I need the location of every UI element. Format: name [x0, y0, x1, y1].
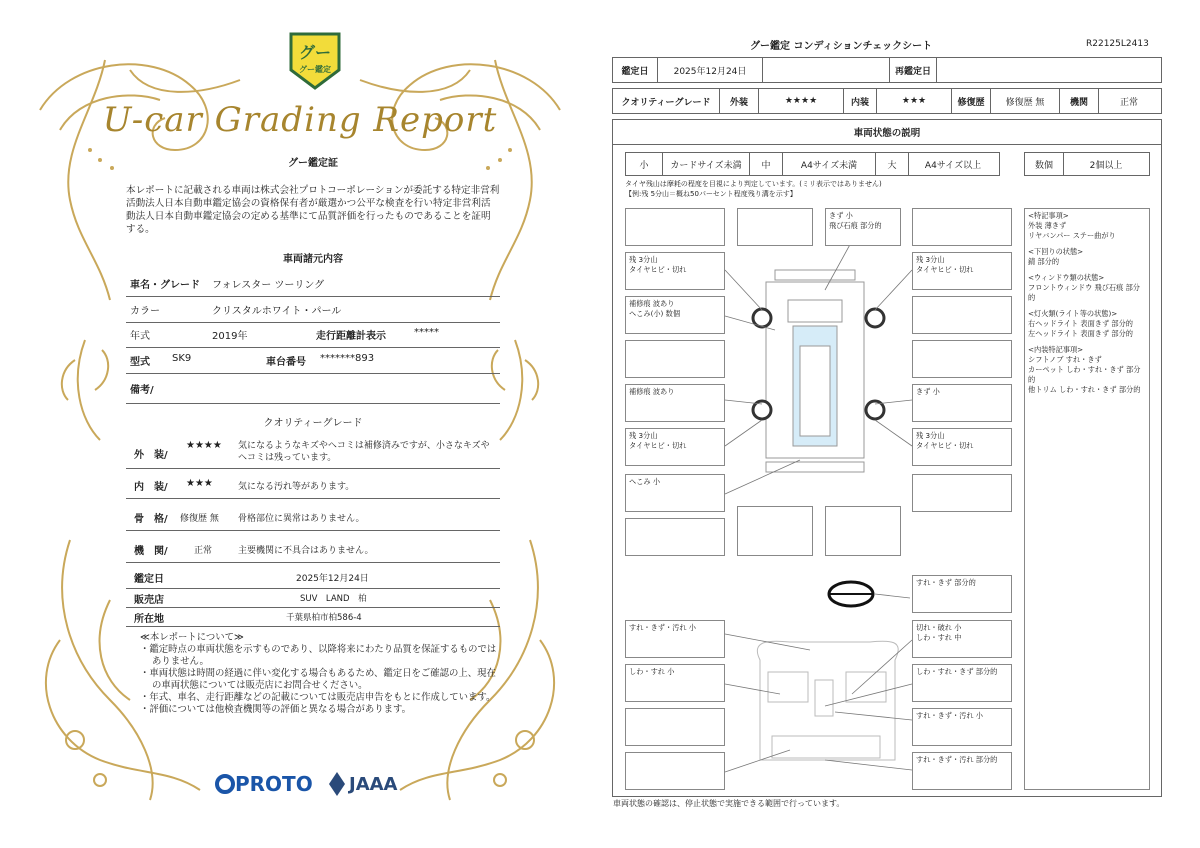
ext-comment-box	[912, 208, 1012, 246]
proto-logo: PROTO	[235, 772, 313, 796]
note-item: ・車両状態は時間の経過に伴い変化する場合もあるため、鑑定日をご確認の上、現在の車両状態については販売店にお問合せください。	[140, 668, 496, 691]
condition-check-sheet	[600, 0, 1200, 848]
svg-text:グー: グー	[298, 43, 332, 62]
ext-comment-front	[825, 208, 901, 246]
int-comment-rear	[912, 752, 1012, 790]
int-label: 内装	[844, 89, 877, 113]
spec-year-value: 2019年	[212, 331, 248, 342]
grade-interior-desc: 気になる汚れ等があります。	[238, 482, 355, 492]
grade-engine-value: 正常	[194, 546, 213, 556]
grade-frame-desc: 骨格部位に異常はありません。	[238, 514, 365, 524]
ext-comment-box	[825, 506, 901, 556]
ext-value: ★★★★	[759, 89, 844, 113]
grade-exterior-value: ★★★★	[186, 440, 222, 451]
date-label: 鑑定日	[613, 58, 658, 82]
info-shop-value: SUV LAND 柏	[300, 594, 367, 604]
int-comment-console	[912, 708, 1012, 746]
note-line: <灯火類(ライト等の状態)>	[1028, 309, 1118, 318]
grade-heading: クオリティーグレード	[263, 418, 363, 429]
notes-title: ≪本レポートについて≫	[140, 632, 244, 643]
ext-comment-rear	[625, 474, 725, 512]
footer-note: 車両状態の確認は、停止状態で実施できる範囲で行っています。	[613, 799, 845, 808]
grade-engine-label: 機 関/	[134, 546, 168, 557]
info-address-label: 所在地	[134, 614, 164, 625]
note-line: <下回りの状態>	[1028, 247, 1084, 256]
ext-comment-front-left-tire	[625, 252, 725, 290]
spec-color-label: カラー	[130, 306, 160, 317]
grade-frame-value: 修復歴 無	[180, 514, 219, 524]
comment-line: 残 3分山	[629, 431, 658, 440]
size-small: 小	[626, 153, 663, 175]
comment-line: タイヤヒビ・切れ	[916, 265, 974, 274]
ext-comment-rear-right-tire	[912, 428, 1012, 466]
comment-line: 補修痕 波あり	[629, 387, 675, 396]
spec-chassis-value: *******893	[320, 353, 375, 364]
spec-model-label: 型式	[130, 357, 150, 368]
spec-name-value: フォレスター ツーリング	[212, 280, 325, 291]
ext-comment-box	[625, 340, 725, 378]
grade-row-interior	[126, 474, 500, 499]
note-line: 錆 部分的	[1028, 257, 1060, 266]
ext-comment-front-right-tire	[912, 252, 1012, 290]
size-mid: 中	[750, 153, 783, 175]
note-line: 外装 薄きず	[1028, 221, 1067, 230]
spec-name-label: 車名・グレード	[130, 280, 200, 291]
ext-comment-right-rear	[912, 384, 1012, 422]
spec-year-label: 年式	[130, 331, 150, 342]
note-line: シフトノブ すれ・きず	[1028, 355, 1102, 364]
spec-remarks-label: 備考/	[130, 385, 154, 396]
spec-mileage-value: *****	[414, 327, 439, 338]
int-comment-front-right	[912, 620, 1012, 658]
int-comment-left-seat	[625, 664, 725, 702]
ext-comment-box	[737, 208, 813, 246]
comment-line: すれ・きず・汚れ 部分的	[916, 755, 998, 764]
info-row-address	[126, 610, 500, 627]
int-comment-front-left	[625, 620, 725, 658]
car-top-view	[753, 270, 884, 472]
info-row-date	[126, 570, 500, 589]
note-line: <ウィンドウ類の状態>	[1028, 273, 1105, 282]
comment-line: 残 3分山	[916, 431, 945, 440]
spec-row-model	[126, 353, 500, 374]
grade-frame-label: 骨 格/	[134, 514, 168, 525]
comment-line: しわ・すれ 小	[629, 667, 675, 676]
comment-line: へこみ(小) 数個	[629, 309, 681, 318]
engine-value: 正常	[1119, 97, 1138, 108]
repair-label: 修復歴	[952, 89, 991, 113]
report-notes	[140, 632, 500, 716]
grade-exterior-label: 外 装/	[134, 450, 168, 461]
comment-line: へこみ 小	[629, 477, 661, 486]
spec-color-value: クリスタルホワイト・パール	[212, 306, 342, 317]
note-item: ・鑑定時点の車両状態を示すものであり、以降将来にわたり品質を保証するものではありません。	[140, 644, 497, 667]
proto-logo-icon	[215, 774, 235, 794]
info-date-label: 鑑定日	[134, 574, 164, 585]
grade-row-exterior	[126, 436, 500, 469]
note-line: 右ヘッドライト 表面きず 部分的	[1028, 319, 1133, 328]
note-line: <内装特記事項>	[1028, 345, 1084, 354]
spec-row-year	[126, 327, 500, 348]
sheet-id: R22125L2413	[1086, 39, 1149, 49]
info-date-value: 2025年12月24日	[296, 574, 369, 584]
grade-interior-value: ★★★	[186, 478, 213, 489]
int-comment-box	[625, 708, 725, 746]
grade-row-engine	[126, 538, 500, 563]
engine-label: 機関	[1060, 89, 1099, 113]
comment-line: 残 3分山	[916, 255, 945, 264]
date-value: 2025年12月24日	[658, 58, 763, 82]
size-mid-desc: A4サイズ未満	[783, 153, 876, 175]
report-title: U-car Grading Report	[102, 100, 498, 140]
steering-wheel-icon	[829, 582, 873, 606]
repair-value: 修復歴 無	[991, 89, 1060, 113]
size-large: 大	[876, 153, 909, 175]
comment-line: きず 小	[916, 387, 940, 396]
comment-line: 切れ・破れ 小	[916, 623, 962, 632]
spec-chassis-label: 車台番号	[266, 357, 306, 368]
spec-row-remarks	[126, 381, 500, 404]
grade-interior-label: 内 装/	[134, 482, 168, 493]
ext-comment-box	[625, 518, 725, 556]
comment-line: すれ・きず・汚れ 小	[629, 623, 696, 632]
note-line: カーペット しわ・すれ・きず 部分的	[1028, 365, 1141, 384]
grade-exterior-desc: 気になるようなキズやヘコミは補修済みですが、小さなキズやヘコミは残っています。	[238, 441, 490, 463]
spec-model-value: SK9	[172, 353, 192, 364]
special-notes	[1024, 208, 1150, 790]
quality-label: クオリティーグレード	[613, 89, 720, 113]
comment-line: きず 小	[829, 211, 853, 220]
note-line: フロントウィンドウ 飛び石痕 部分的	[1028, 283, 1140, 302]
condition-heading: 車両状態の説明	[613, 120, 1161, 145]
spec-row-name	[126, 276, 500, 297]
redate-label: 再鑑定日	[890, 58, 937, 82]
info-row-shop	[126, 591, 500, 608]
grade-engine-desc: 主要機関に不具合はありません。	[238, 546, 374, 556]
comment-line: 飛び石痕 部分的	[829, 221, 882, 230]
note-line: 左ヘッドライト 表面きず 部分的	[1028, 329, 1133, 338]
ext-comment-box	[912, 474, 1012, 512]
int-comment-box	[625, 752, 725, 790]
int-value: ★★★	[877, 89, 952, 113]
jaaa-logo-icon	[327, 770, 347, 798]
ext-comment-box	[737, 506, 813, 556]
sheet-title: グー鑑定 コンディションチェックシート	[750, 41, 933, 52]
tire-example: 【例:残 5分山＝概ね50パーセント程度残り溝を示す】	[625, 190, 797, 198]
info-address-value: 千葉県柏市柏586-4	[286, 613, 362, 623]
comment-line: タイヤヒビ・切れ	[629, 441, 687, 450]
car-interior-view	[757, 641, 898, 760]
comment-line: すれ・きず・汚れ 小	[916, 711, 983, 720]
size-small-desc: カードサイズ未満	[663, 153, 750, 175]
note-item: ・評価については他検査機関等の評価と異なる場合があります。	[140, 704, 411, 715]
badge-label: グー鑑定	[299, 65, 331, 74]
size-large-desc: A4サイズ以上	[924, 160, 982, 171]
note-line: <特記事項>	[1028, 211, 1069, 220]
count-desc: 2個以上	[1089, 160, 1123, 171]
ext-comment-box	[912, 296, 1012, 334]
note-line: リヤバンパー ステー曲がり	[1028, 231, 1116, 240]
certificate-heading: グー鑑定証	[288, 158, 338, 169]
ext-comment-box	[912, 340, 1012, 378]
comment-line: タイヤヒビ・切れ	[916, 441, 974, 450]
int-comment-right-seat	[912, 664, 1012, 702]
certificate-text: 本レポートに記載される車両は株式会社プロトコーポレーションが委託する特定非営利活動法人日本自動車鑑定協会の資格保有者が厳選かつ公平な検査を行い特定非営利活動法人日本自動車鑑定協会の定める基準にて品質評価を行ったものであることを証明する。	[126, 185, 500, 235]
count-label: 数個	[1025, 153, 1064, 175]
wheel-icon	[866, 309, 884, 327]
comment-line: タイヤヒビ・切れ	[629, 265, 687, 274]
int-comment-steering	[912, 575, 1012, 613]
comment-line: しわ・すれ 中	[916, 633, 962, 642]
spec-heading: 車両諸元内容	[283, 254, 343, 265]
ext-comment-rear-left-tire	[625, 428, 725, 466]
info-shop-label: 販売店	[134, 595, 164, 606]
note-item: ・年式、車名、走行距離などの記載については販売店申告をもとに作成しています。	[140, 692, 496, 703]
comment-line: 残 3分山	[629, 255, 658, 264]
tire-note: タイヤ残山は摩耗の程度を目視により判定しています。(ミリ表示ではありません)	[625, 180, 882, 188]
comment-line: しわ・すれ・きず 部分的	[916, 667, 998, 676]
ext-label: 外装	[720, 89, 759, 113]
comment-line: すれ・きず 部分的	[916, 578, 976, 587]
note-line: 他トリム しわ・すれ・きず 部分的	[1028, 385, 1141, 394]
spec-row-color	[126, 302, 500, 323]
grade-row-frame	[126, 506, 500, 531]
comment-line: 補修痕 波あり	[629, 299, 675, 308]
ext-comment-box	[625, 208, 725, 246]
goo-appraisal-badge	[287, 30, 343, 92]
spec-mileage-label: 走行距離計表示	[316, 331, 386, 342]
jaaa-logo: JAAA	[349, 774, 398, 795]
logos	[215, 768, 415, 800]
ext-comment-left-rear	[625, 384, 725, 422]
ext-comment-left-front	[625, 296, 725, 334]
